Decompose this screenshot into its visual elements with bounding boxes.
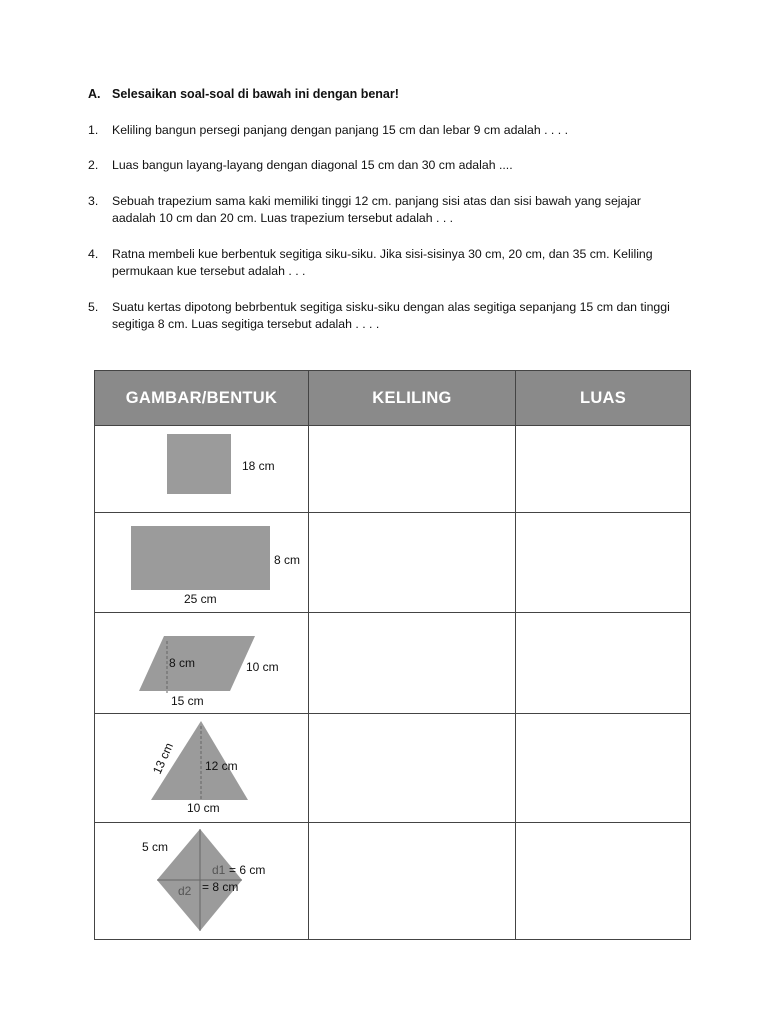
question-2 bbox=[88, 157, 678, 174]
question-4 bbox=[88, 246, 678, 280]
rhombus-d1-value: = 6 cm bbox=[229, 863, 266, 877]
triangle-height-label: 12 cm bbox=[205, 759, 238, 773]
question-text: Suatu kertas dipotong bebrbentuk segitiga sisku-siku dengan alas segitiga sepanjang 15 cm dan tinggi segitiga 8 cm. Luas segitiga tersebut adalah . . . . bbox=[112, 300, 670, 331]
rhombus-side-label: 5 cm bbox=[142, 840, 169, 854]
table-row bbox=[95, 513, 691, 613]
parallelogram-height-label: 8 cm bbox=[169, 656, 196, 670]
question-text: Luas bangun layang-layang dengan diagonal 15 cm dan 30 cm adalah .... bbox=[112, 158, 513, 172]
area-answer-cell[interactable] bbox=[516, 613, 691, 714]
question-number: 5. bbox=[88, 300, 99, 314]
parallelogram-side-label: 10 cm bbox=[246, 660, 279, 674]
header-area: LUAS bbox=[516, 371, 691, 426]
question-number: 1. bbox=[88, 123, 99, 137]
section-title: Selesaikan soal-soal di bawah ini dengan benar! bbox=[112, 87, 399, 101]
area-answer-cell[interactable] bbox=[516, 426, 691, 513]
rhombus-d2-value: = 8 cm bbox=[202, 880, 239, 894]
triangle-slant-label: 13 cm bbox=[149, 740, 177, 777]
header-shape: GAMBAR/BENTUK bbox=[95, 371, 309, 426]
shape-cell-square bbox=[95, 426, 309, 513]
table-row bbox=[95, 823, 691, 940]
area-answer-cell[interactable] bbox=[516, 513, 691, 613]
table-row bbox=[95, 714, 691, 823]
section-label: A. bbox=[88, 87, 101, 101]
rectangle-width-label: 25 cm bbox=[184, 592, 217, 606]
square-side-label: 18 cm bbox=[242, 459, 275, 473]
square-shape bbox=[167, 434, 231, 494]
shape-cell-parallelogram bbox=[95, 613, 309, 714]
question-number: 2. bbox=[88, 158, 99, 172]
table-row bbox=[95, 426, 691, 513]
area-answer-cell[interactable] bbox=[516, 823, 691, 940]
rhombus-d2-name: d2 bbox=[178, 884, 192, 898]
perimeter-answer-cell[interactable] bbox=[309, 513, 516, 613]
shape-cell-triangle bbox=[95, 714, 309, 823]
question-text: Sebuah trapezium sama kaki memiliki tinggi 12 cm. panjang sisi atas dan sisi bawah yang sejajar aadalah 10 cm dan 20 cm. Luas trapezium tersebut adalah . . . bbox=[112, 194, 642, 225]
rectangle-height-label: 8 cm bbox=[274, 553, 301, 567]
rhombus-figure bbox=[95, 823, 308, 939]
question-3 bbox=[88, 193, 678, 227]
question-1 bbox=[88, 122, 678, 139]
rectangle-shape bbox=[131, 526, 270, 590]
perimeter-answer-cell[interactable] bbox=[309, 426, 516, 513]
section-heading bbox=[88, 87, 399, 101]
table-row bbox=[95, 613, 691, 714]
rectangle-figure bbox=[95, 513, 308, 612]
parallelogram-figure bbox=[95, 613, 308, 713]
header-perimeter: KELILING bbox=[309, 371, 516, 426]
perimeter-answer-cell[interactable] bbox=[309, 714, 516, 823]
parallelogram-base-label: 15 cm bbox=[171, 694, 204, 708]
question-text: Keliling bangun persegi panjang dengan panjang 15 cm dan lebar 9 cm adalah . . . . bbox=[112, 123, 568, 137]
parallelogram-shape bbox=[139, 636, 255, 691]
perimeter-answer-cell[interactable] bbox=[309, 613, 516, 714]
shapes-table bbox=[94, 370, 691, 940]
question-number: 4. bbox=[88, 247, 99, 261]
table-header-row bbox=[95, 371, 691, 426]
shape-cell-rhombus bbox=[95, 823, 309, 940]
question-5 bbox=[88, 299, 678, 333]
square-figure bbox=[95, 426, 308, 512]
triangle-figure bbox=[95, 714, 308, 822]
question-text: Ratna membeli kue berbentuk segitiga siku-siku. Jika sisi-sisinya 30 cm, 20 cm, dan 35 cm. Keliling permukaan kue tersebut adalah . . . bbox=[112, 247, 653, 278]
shape-cell-rectangle bbox=[95, 513, 309, 613]
area-answer-cell[interactable] bbox=[516, 714, 691, 823]
rhombus-d1-name: d1 bbox=[212, 863, 226, 877]
question-number: 3. bbox=[88, 194, 99, 208]
perimeter-answer-cell[interactable] bbox=[309, 823, 516, 940]
triangle-base-label: 10 cm bbox=[187, 801, 220, 815]
